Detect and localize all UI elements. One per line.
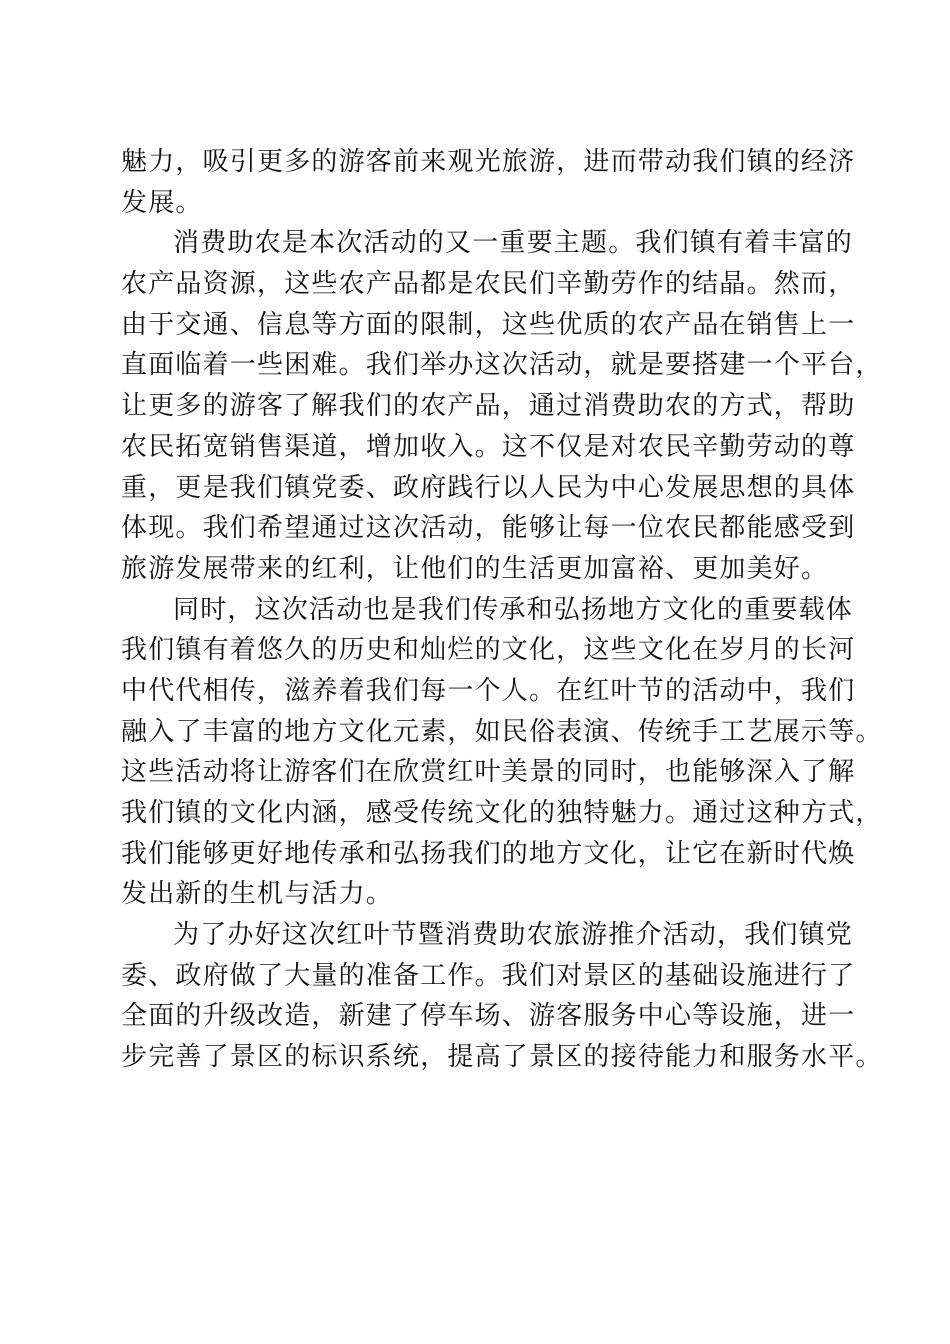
text-line: 魅力，吸引更多的游客前来观光旅游，进而带动我们镇的经济 xyxy=(121,147,856,177)
text-line: 消费助农是本次活动的又一重要主题。我们镇有着丰富的 xyxy=(173,228,854,259)
text-line: 让更多的游客了解我们的农产品，通过消费助农的方式，帮助 xyxy=(121,391,856,422)
text-line: 这些活动将让游客们在欣赏红叶美景的同时，也能够深入了解 xyxy=(121,757,856,788)
text-line: 发出新的生机与活力。 xyxy=(121,879,394,910)
text-line: 中代代相传，滋养着我们每一个人。在红叶节的活动中，我们 xyxy=(121,675,856,706)
paragraph xyxy=(121,590,883,916)
text-line: 步完善了景区的标识系统，提高了景区的接待能力和服务水平。 xyxy=(121,1042,883,1073)
text-line: 同时，这次活动也是我们传承和弘扬地方文化的重要载体 xyxy=(173,594,854,625)
text-line: 体现。我们希望通过这次活动，能够让每一位农民都能感受到 xyxy=(121,513,856,544)
text-line: 农产品资源，这些农产品都是农民们辛勤劳作的结晶。然而， xyxy=(121,269,856,300)
text-line: 直面临着一些困难。我们举办这次活动，就是要搭建一个平台， xyxy=(121,350,883,381)
text-line: 我们镇有着悠久的历史和灿烂的文化，这些文化在岁月的长河 xyxy=(121,635,856,666)
text-line: 委、政府做了大量的准备工作。我们对景区的基础设施进行了 xyxy=(121,960,856,991)
text-line: 全面的升级改造，新建了停车场、游客服务中心等设施，进一 xyxy=(121,1001,856,1032)
text-line: 发展。 xyxy=(121,187,203,218)
text-line: 我们能够更好地传承和弘扬我们的地方文化，让它在新时代焕 xyxy=(121,838,856,869)
paragraph xyxy=(121,142,856,223)
body-text xyxy=(121,142,883,1078)
text-line: 农民拓宽销售渠道，增加收入。这不仅是对农民辛勤劳动的尊 xyxy=(121,431,856,462)
text-line: 我们镇的文化内涵，感受传统文化的独特魅力。通过这种方式， xyxy=(121,798,883,828)
paragraph xyxy=(121,915,883,1078)
text-line: 由于交通、信息等方面的限制，这些优质的农产品在销售上一 xyxy=(121,309,856,340)
text-line: 为了办好这次红叶节暨消费助农旅游推介活动，我们镇党 xyxy=(173,920,854,951)
text-line: 旅游发展带来的红利，让他们的生活更加富裕、更加美好。 xyxy=(121,553,829,584)
text-line: 重，更是我们镇党委、政府践行以人民为中心发展思想的具体 xyxy=(121,472,856,503)
paragraph xyxy=(121,223,883,589)
text-line: 融入了丰富的地方文化元素，如民俗表演、传统手工艺展示等。 xyxy=(121,716,883,747)
